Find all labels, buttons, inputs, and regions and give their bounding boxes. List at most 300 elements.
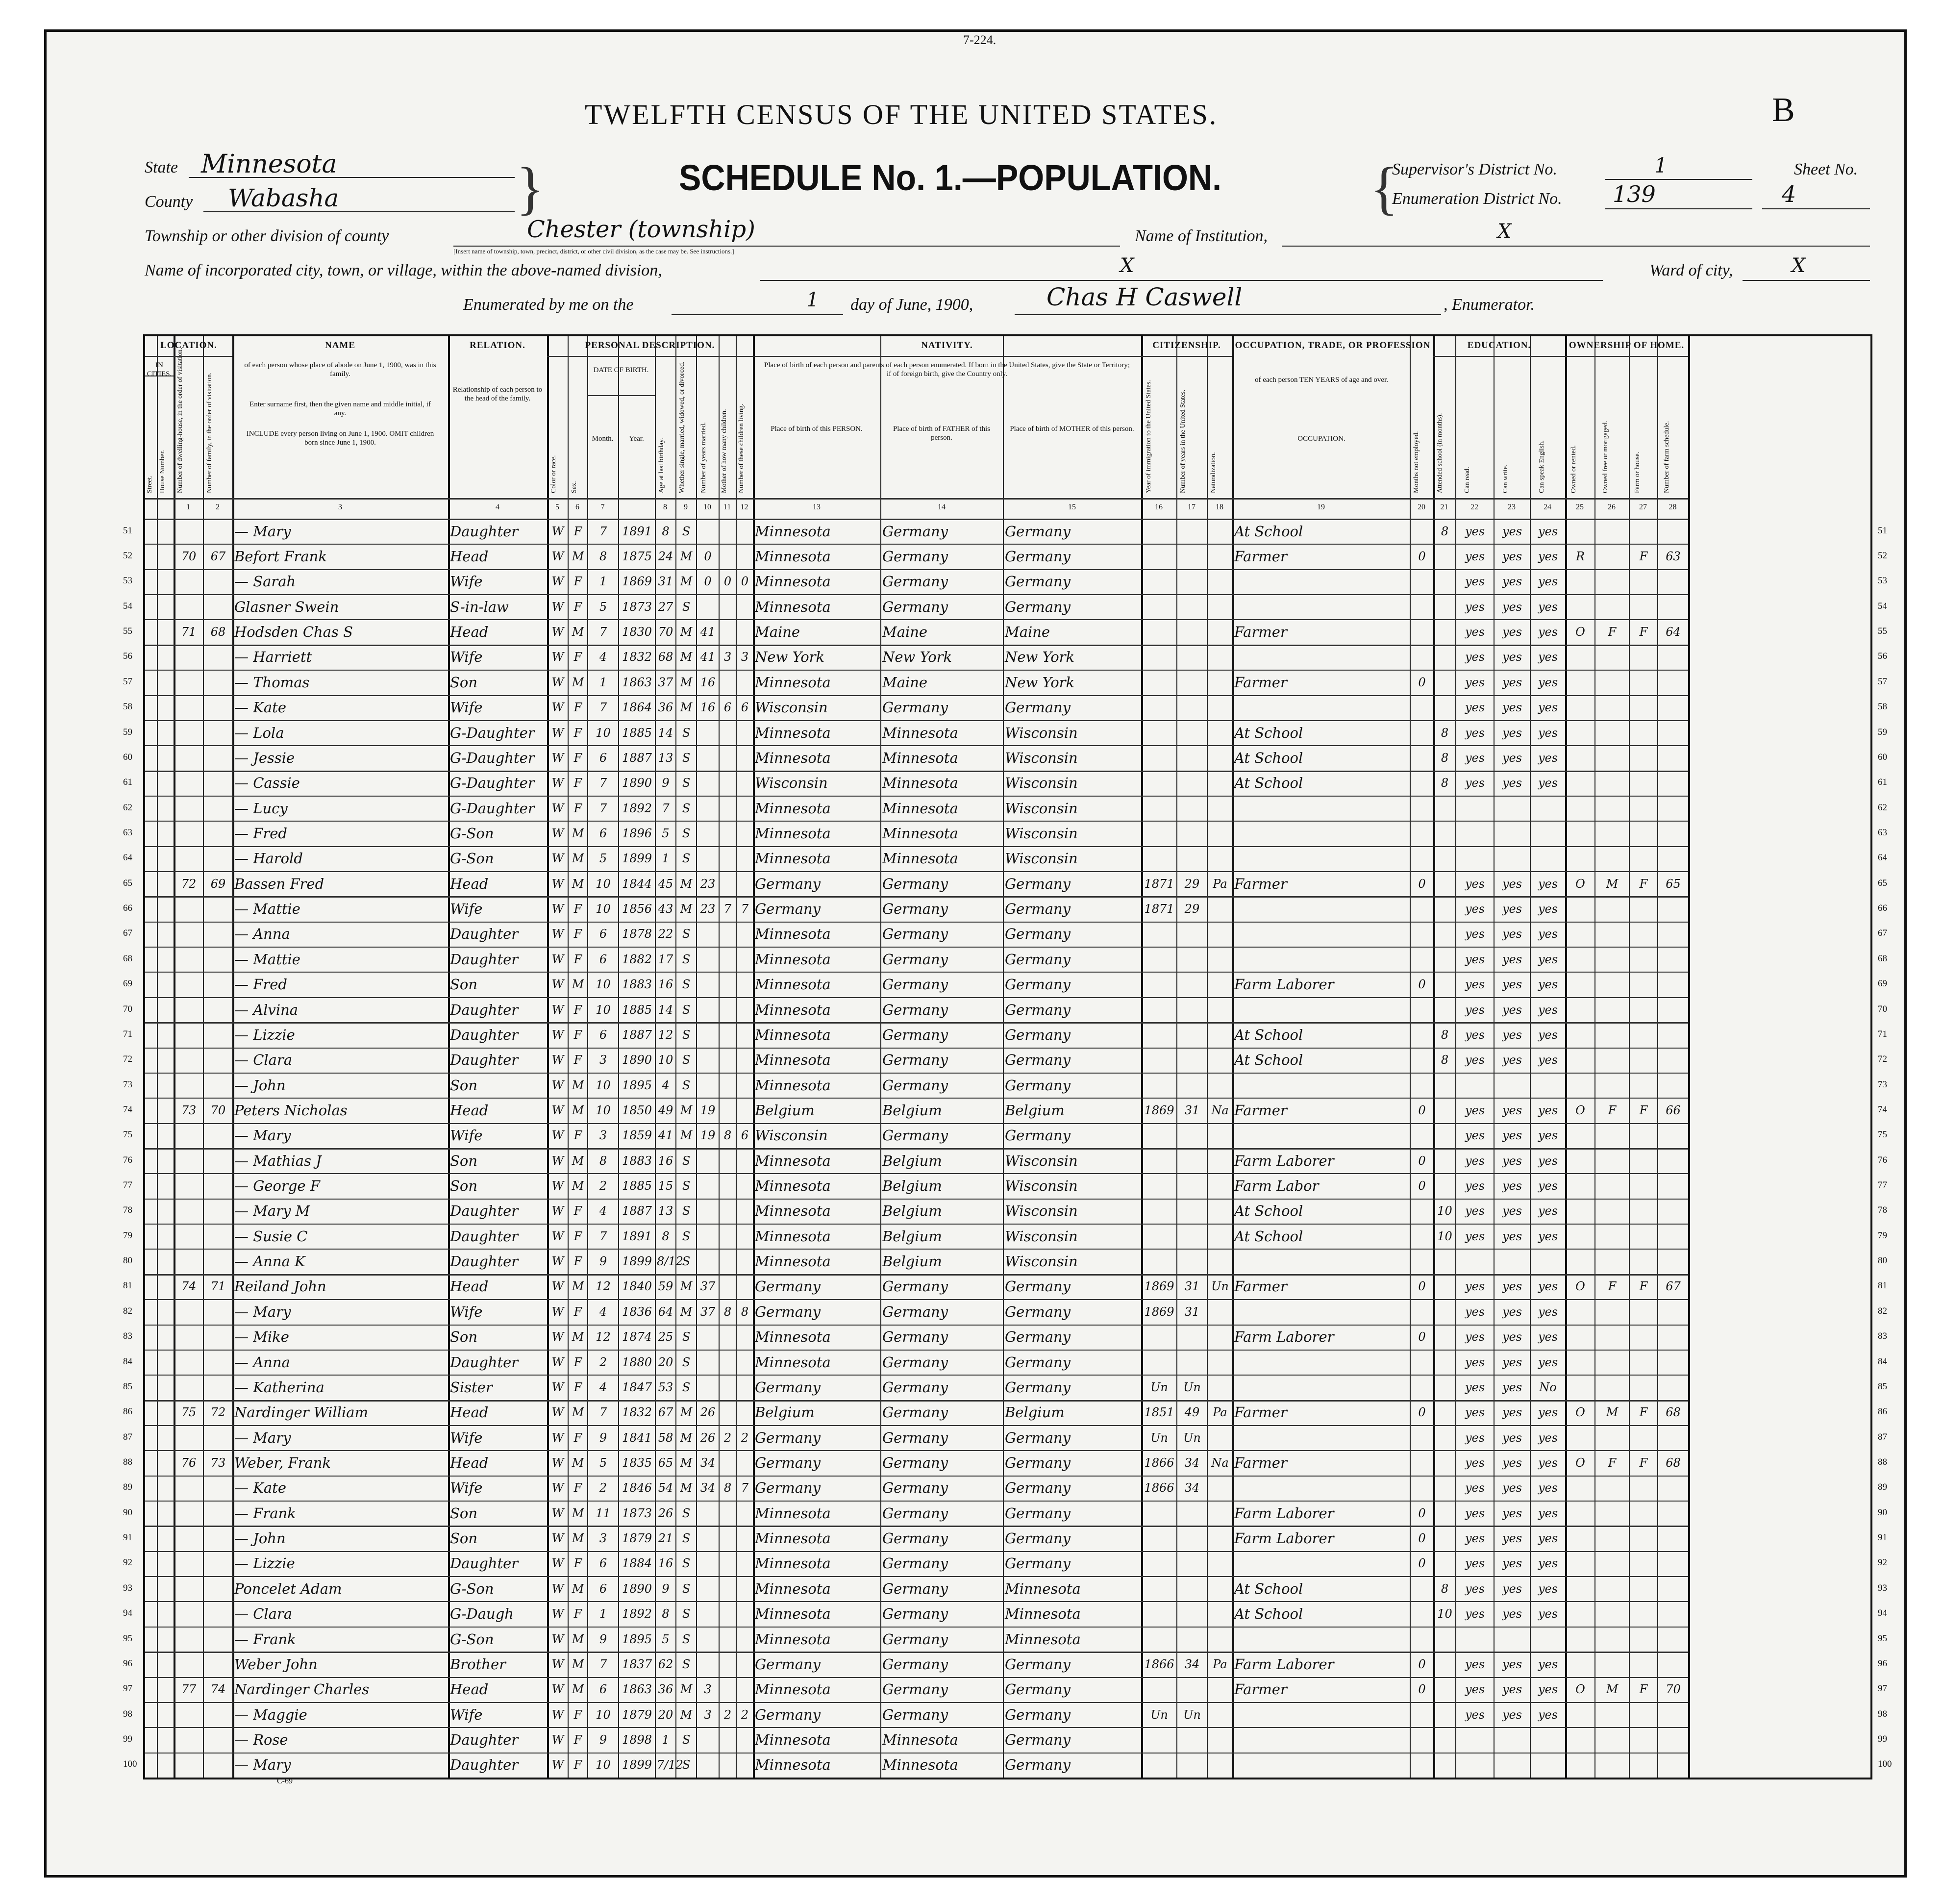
row-number-left: 73 — [123, 1079, 132, 1090]
cell-bf: Germany — [882, 1580, 948, 1597]
township-value: Chester (township) — [527, 216, 755, 243]
supervisor-value: 1 — [1654, 153, 1668, 177]
cell-mne: 0 — [1418, 550, 1426, 564]
cell-col: W — [551, 1632, 564, 1646]
cell-age: 1 — [662, 1732, 670, 1747]
cell-bm: Germany — [1005, 901, 1071, 918]
cell-bp: Germany — [755, 875, 821, 892]
cell-age: 62 — [658, 1657, 673, 1671]
cell-bm: Germany — [1005, 1303, 1071, 1320]
cell-cb: 0 — [723, 575, 732, 589]
column-divider — [1629, 336, 1630, 1778]
cell-bm: Germany — [1005, 1731, 1071, 1748]
cell-sex: M — [572, 1581, 584, 1596]
cell-sp: yes — [1538, 1556, 1558, 1571]
cell-yr: 1883 — [622, 977, 652, 992]
column-divider — [1003, 336, 1004, 1778]
cell-age: 16 — [658, 1556, 673, 1571]
cell-sex: F — [573, 1607, 582, 1621]
cell-mo: 2 — [599, 1179, 607, 1193]
township-label: Township or other division of county — [145, 227, 389, 245]
cell-rd: yes — [1465, 1707, 1485, 1722]
row-divider — [145, 1652, 1688, 1653]
cell-yr: 1891 — [622, 1229, 652, 1243]
cell-mar: S — [682, 1531, 691, 1546]
row-divider — [145, 1551, 1688, 1552]
cell-rd: yes — [1465, 726, 1485, 740]
row-divider — [145, 619, 1688, 620]
cell-bf: Germany — [882, 1504, 948, 1522]
cell-age: 5 — [662, 1632, 670, 1646]
cell-yus: 31 — [1184, 1304, 1200, 1319]
column-number: 10 — [703, 503, 711, 511]
cell-fs: 68 — [1666, 1405, 1681, 1420]
cell-cb: 2 — [723, 1430, 732, 1445]
cell-sex: F — [573, 751, 582, 765]
row-number-right: 79 — [1878, 1230, 1887, 1241]
cell-name: — Harriett — [234, 649, 312, 666]
cell-sp: yes — [1538, 675, 1558, 689]
cell-mar: S — [682, 1053, 691, 1067]
cell-occ: At School — [1234, 1203, 1303, 1220]
cell-own: O — [1575, 1103, 1585, 1117]
cell-yr: 1899 — [622, 1254, 652, 1269]
row-number-right: 63 — [1878, 827, 1887, 838]
cell-sp: yes — [1538, 902, 1558, 916]
cell-bf: Belgium — [882, 1152, 942, 1169]
cell-bp: Germany — [755, 1278, 821, 1295]
row-divider — [145, 544, 1688, 545]
cell-age: 65 — [658, 1456, 673, 1470]
row-number-right: 73 — [1878, 1079, 1887, 1090]
cell-bf: Germany — [882, 1555, 948, 1572]
cell-bp: Minnesota — [755, 1530, 831, 1547]
column-divider — [1410, 336, 1411, 1778]
cell-cl: 2 — [741, 1430, 749, 1445]
header-owned-free: Owned free or mortgaged. — [1602, 421, 1609, 493]
cell-col: W — [551, 1002, 564, 1017]
header-nativity-desc: Place of birth of each person and parents of each person enumerated. If born in the United States, give the State or Territory; if of foreign birth, give the Country only. — [764, 361, 1130, 378]
cell-mo: 7 — [599, 1229, 607, 1243]
cell-mo: 3 — [599, 1053, 607, 1067]
cell-imm: 1866 — [1144, 1481, 1174, 1495]
cell-rel: Wife — [450, 573, 483, 590]
header-farm-schedule: Number of farm schedule. — [1663, 421, 1670, 493]
cell-yr: 1896 — [622, 827, 652, 840]
cell-name: Nardinger Charles — [234, 1681, 370, 1698]
cell-bf: New York — [882, 649, 952, 666]
cell-sex: M — [572, 852, 584, 866]
row-number-right: 64 — [1878, 852, 1887, 863]
cell-name: Peters Nicholas — [234, 1102, 348, 1119]
cell-ym: 3 — [704, 1707, 712, 1722]
row-number-left: 71 — [123, 1028, 132, 1039]
row-divider — [145, 1476, 1688, 1477]
header-divider — [587, 395, 655, 396]
enumerated-mid: day of June, 1900, — [850, 296, 973, 314]
header-children-living: Number of these children living. — [738, 403, 745, 493]
header-farm-or-house: Farm or house. — [1634, 451, 1641, 493]
cell-name: — Kate — [234, 1479, 286, 1497]
cell-dw: 77 — [181, 1682, 197, 1697]
row-divider — [145, 1601, 1688, 1602]
cell-dw: 70 — [181, 550, 197, 564]
cell-bp: Maine — [755, 624, 800, 641]
cell-name: — Anna — [234, 1353, 290, 1371]
row-number-right: 75 — [1878, 1129, 1887, 1140]
cell-occ: At School — [1234, 775, 1303, 792]
cell-imm: 1869 — [1144, 1103, 1174, 1117]
cell-age: 1 — [662, 852, 670, 866]
row-number-right: 74 — [1878, 1104, 1887, 1115]
cell-rel: S-in-law — [450, 598, 509, 615]
cell-sex: F — [573, 726, 582, 740]
cell-bp: Germany — [755, 1429, 821, 1446]
cell-mne: 0 — [1418, 675, 1426, 689]
cell-sex: F — [573, 600, 582, 614]
cell-sp: yes — [1538, 1229, 1558, 1243]
header-house: House Number. — [159, 450, 166, 493]
cell-col: W — [551, 751, 564, 765]
cell-name: — Fred — [234, 825, 287, 842]
cell-mar: S — [682, 1179, 691, 1193]
cell-rd: yes — [1465, 550, 1485, 564]
cell-col: W — [551, 1204, 564, 1218]
cell-bf: Minnesota — [882, 850, 958, 867]
cell-bp: Minnesota — [755, 1353, 831, 1371]
cell-rd: yes — [1465, 751, 1485, 765]
cell-mar: M — [680, 1405, 693, 1420]
cell-yus: 31 — [1184, 1279, 1200, 1294]
cell-mo: 10 — [596, 1758, 611, 1772]
cell-ym: 26 — [700, 1405, 716, 1420]
cell-age: 26 — [658, 1506, 673, 1520]
cell-age: 36 — [658, 1682, 673, 1697]
group-citizenship: CITIZENSHIP. — [1152, 340, 1221, 351]
cell-mar: M — [680, 701, 693, 715]
cell-mo: 6 — [599, 1581, 607, 1596]
cell-yr: 1887 — [622, 1027, 652, 1042]
cell-mort: M — [1606, 1682, 1619, 1697]
cell-rel: Daughter — [450, 1026, 519, 1043]
cell-mo: 7 — [599, 524, 607, 538]
institution-label: Name of Institution, — [1135, 227, 1268, 245]
cell-name: — Harold — [234, 850, 303, 867]
cell-bf: Belgium — [882, 1177, 942, 1195]
cell-bf: Germany — [882, 951, 948, 968]
state-label: State — [145, 158, 178, 176]
cell-rel: Head — [450, 624, 489, 641]
cell-cb: 8 — [723, 1304, 732, 1319]
header-age: Age at last birthday. — [658, 438, 665, 493]
cell-wr: yes — [1502, 1581, 1522, 1596]
cell-mo: 4 — [599, 650, 607, 664]
cell-age: 59 — [658, 1279, 673, 1294]
cell-sex: M — [572, 1153, 584, 1168]
cell-mo: 8 — [599, 550, 607, 564]
cell-mo: 12 — [596, 1330, 611, 1344]
row-divider — [145, 1274, 1688, 1276]
row-number-left: 74 — [123, 1104, 132, 1115]
cell-bf: Germany — [882, 1530, 948, 1547]
cell-cl: 7 — [741, 1481, 749, 1495]
cell-ym: 0 — [704, 575, 712, 589]
cell-rd: yes — [1465, 1581, 1485, 1596]
cell-age: 8 — [662, 1607, 670, 1621]
cell-sp: yes — [1538, 575, 1558, 589]
cell-yr: 1887 — [622, 1204, 652, 1218]
cell-yr: 1863 — [622, 1682, 652, 1697]
cell-sp: yes — [1538, 1053, 1558, 1067]
cell-name: — Katherina — [234, 1378, 324, 1396]
cell-fh: F — [1639, 1103, 1648, 1117]
cell-rel: Son — [450, 1077, 478, 1094]
cell-mar: M — [680, 902, 693, 916]
cell-col: W — [551, 524, 564, 538]
cell-sp: yes — [1538, 1481, 1558, 1495]
cell-bp: Minnesota — [755, 1504, 831, 1522]
row-number-right: 99 — [1878, 1733, 1887, 1744]
cell-wr: yes — [1502, 877, 1522, 891]
cell-bm: Germany — [1005, 1127, 1071, 1144]
cell-rel: Son — [450, 1328, 478, 1346]
cell-yr: 1890 — [622, 1053, 652, 1067]
cell-ym: 34 — [700, 1456, 716, 1470]
cell-rel: Head — [450, 548, 489, 565]
cell-mo: 2 — [599, 1481, 607, 1495]
cell-age: 68 — [658, 650, 673, 664]
cell-name: — Mattie — [234, 901, 300, 918]
cell-ym: 19 — [700, 1103, 716, 1117]
cell-name: Weber John — [234, 1655, 318, 1673]
footer-code: C-69 — [277, 1777, 293, 1785]
cell-age: 14 — [658, 726, 673, 740]
cell-age: 17 — [658, 952, 673, 966]
row-number-right: 55 — [1878, 626, 1887, 637]
column-number: 1 — [186, 503, 190, 511]
cell-mar: S — [682, 1229, 691, 1243]
cell-mar: S — [682, 852, 691, 866]
group-location: LOCATION. — [160, 340, 217, 351]
cell-cl: 0 — [741, 575, 749, 589]
cell-age: 58 — [658, 1430, 673, 1445]
column-number: 4 — [496, 503, 499, 511]
row-number-right: 68 — [1878, 953, 1887, 964]
cell-age: 24 — [658, 550, 673, 564]
row-number-left: 77 — [123, 1180, 132, 1191]
cell-wr: yes — [1502, 550, 1522, 564]
cell-occ: Farmer — [1234, 1404, 1287, 1421]
cell-rel: G-Son — [450, 850, 494, 867]
column-number: 3 — [338, 503, 342, 511]
cell-mo: 9 — [599, 1254, 607, 1269]
cell-col: W — [551, 927, 564, 941]
column-divider — [675, 336, 676, 1778]
cell-rel: Wife — [450, 649, 483, 666]
cell-sex: F — [573, 1556, 582, 1571]
cell-sp: yes — [1538, 1103, 1558, 1117]
cell-rel: G-Daughter — [450, 749, 535, 766]
cell-bp: Minnesota — [755, 1630, 831, 1648]
cell-yus: 31 — [1184, 1103, 1200, 1117]
cell-mar: S — [682, 1355, 691, 1369]
cell-mo: 6 — [599, 1556, 607, 1571]
cell-col: W — [551, 1732, 564, 1747]
row-number-right: 91 — [1878, 1532, 1887, 1543]
cell-bf: Germany — [882, 1454, 948, 1471]
row-divider — [145, 1753, 1688, 1754]
cell-sp: yes — [1538, 1581, 1558, 1596]
cell-mar: S — [682, 1556, 691, 1571]
cell-wr: yes — [1502, 575, 1522, 589]
cell-col: W — [551, 1531, 564, 1546]
cell-mne: 0 — [1418, 977, 1426, 992]
cell-mo: 10 — [596, 877, 611, 891]
cell-sp: yes — [1538, 1204, 1558, 1218]
cell-bm: Germany — [1005, 1429, 1071, 1446]
cell-mo: 6 — [599, 1027, 607, 1042]
cell-bm: Germany — [1005, 699, 1071, 716]
cell-sex: M — [572, 675, 584, 689]
cell-sp: yes — [1538, 1506, 1558, 1520]
cell-bf: Minnesota — [882, 749, 958, 766]
cell-bm: Germany — [1005, 1353, 1071, 1371]
enumerator-name: Chas H Caswell — [1046, 283, 1243, 311]
cell-bp: Minnesota — [755, 850, 831, 867]
cell-age: 4 — [662, 1078, 670, 1092]
cell-own: O — [1575, 877, 1585, 891]
cell-sex: M — [572, 1531, 584, 1546]
cell-bp: Minnesota — [755, 1605, 831, 1623]
cell-sp: yes — [1538, 524, 1558, 538]
cell-mne: 0 — [1418, 1506, 1426, 1520]
row-number-right: 80 — [1878, 1255, 1887, 1266]
cell-occ: Farm Laborer — [1234, 976, 1334, 993]
cell-age: 20 — [658, 1707, 673, 1722]
cell-fam: 67 — [210, 550, 226, 564]
cell-bf: Germany — [882, 1378, 948, 1396]
cell-bp: Minnesota — [755, 1203, 831, 1220]
row-number-left: 89 — [123, 1482, 132, 1493]
row-number-left: 84 — [123, 1356, 132, 1367]
row-divider — [145, 871, 1688, 872]
header-occupation: OCCUPATION. — [1297, 435, 1345, 443]
cell-bp: Minnesota — [755, 1026, 831, 1043]
cell-bf: Germany — [882, 875, 948, 892]
sheet-no-value: 4 — [1782, 181, 1796, 207]
township-note: [Insert name of township, town, precinct, district, or other civil division, as the case may be. See instructions.] — [453, 248, 734, 255]
cell-sp: yes — [1538, 977, 1558, 992]
cell-rd: yes — [1465, 625, 1485, 639]
cell-bp: Germany — [755, 1378, 821, 1396]
cell-wr: yes — [1502, 1179, 1522, 1193]
row-number-right: 65 — [1878, 877, 1887, 888]
cell-mne: 0 — [1418, 1153, 1426, 1168]
row-number-left: 53 — [123, 576, 132, 586]
header-divider — [1141, 356, 1232, 357]
cell-dw: 75 — [181, 1405, 197, 1420]
cell-mort: M — [1606, 1405, 1619, 1420]
cell-own: O — [1575, 1279, 1585, 1294]
cell-bf: Germany — [882, 1026, 948, 1043]
cell-mo: 7 — [599, 801, 607, 815]
cell-col: W — [551, 1254, 564, 1269]
cell-mo: 4 — [599, 1204, 607, 1218]
cell-col: W — [551, 1153, 564, 1168]
cell-mar: S — [682, 726, 691, 740]
cell-age: 8 — [662, 1229, 670, 1243]
cell-sex: M — [572, 1279, 584, 1294]
group-nativity: NATIVITY. — [921, 340, 973, 351]
row-number-right: 56 — [1878, 651, 1887, 662]
institution-value: X — [1497, 220, 1512, 243]
cell-col: W — [551, 1027, 564, 1042]
column-number: 6 — [575, 503, 579, 511]
cell-bf: Germany — [882, 523, 948, 540]
cell-rel: G-Daugh — [450, 1605, 514, 1623]
row-number-left: 58 — [123, 701, 132, 712]
cell-col: W — [551, 952, 564, 966]
cell-wr: yes — [1502, 650, 1522, 664]
cell-col: W — [551, 575, 564, 589]
row-number-right: 92 — [1878, 1557, 1887, 1568]
header-can-speak: Can speak English. — [1538, 440, 1545, 493]
cell-rel: Head — [450, 1404, 489, 1421]
cell-mo: 1 — [599, 1607, 607, 1621]
cell-mar: M — [680, 1707, 693, 1722]
cell-mort: F — [1608, 1456, 1617, 1470]
cell-wr: yes — [1502, 524, 1522, 538]
row-divider — [145, 1148, 1688, 1150]
cell-sch: 8 — [1441, 776, 1449, 790]
row-divider — [145, 1576, 1688, 1577]
cell-dw: 73 — [181, 1103, 197, 1117]
cell-wr: yes — [1502, 1556, 1522, 1571]
row-number-right: 52 — [1878, 551, 1887, 561]
header-pob-mother: Place of birth of MOTHER of this person. — [1010, 425, 1134, 433]
header-attended-school: Attended school (in months). — [1436, 413, 1444, 493]
cell-ym: 23 — [700, 877, 716, 891]
cell-rel: Brother — [450, 1655, 506, 1673]
column-number: 16 — [1155, 503, 1163, 511]
cell-rel: G-Son — [450, 1580, 494, 1597]
cell-bp: Belgium — [755, 1404, 815, 1421]
cell-wr: yes — [1502, 1506, 1522, 1520]
cell-own: O — [1575, 1456, 1585, 1470]
ed-value: 139 — [1613, 181, 1656, 207]
cell-fs: 65 — [1666, 877, 1681, 891]
cell-mar: M — [680, 1128, 693, 1143]
cell-wr: yes — [1502, 1103, 1522, 1117]
cell-rel: Daughter — [450, 1756, 519, 1774]
cell-bp: Minnesota — [755, 1001, 831, 1018]
cell-name: — Fred — [234, 976, 287, 993]
cell-wr: yes — [1502, 1304, 1522, 1319]
cell-sex: M — [572, 1657, 584, 1671]
cell-bf: Maine — [882, 674, 928, 691]
cell-name: Hodsden Chas S — [234, 624, 353, 641]
cell-col: W — [551, 801, 564, 815]
cell-ym: 26 — [700, 1430, 716, 1445]
cell-bf: Germany — [882, 1077, 948, 1094]
cell-age: 22 — [658, 927, 673, 941]
cell-sex: F — [573, 1380, 582, 1394]
cell-imm: 1866 — [1144, 1657, 1174, 1671]
header-immigration: Year of immigration to the United States. — [1145, 380, 1152, 493]
cell-mo: 6 — [599, 927, 607, 941]
row-number-right: 70 — [1878, 1003, 1887, 1014]
row-number-left: 56 — [123, 651, 132, 662]
